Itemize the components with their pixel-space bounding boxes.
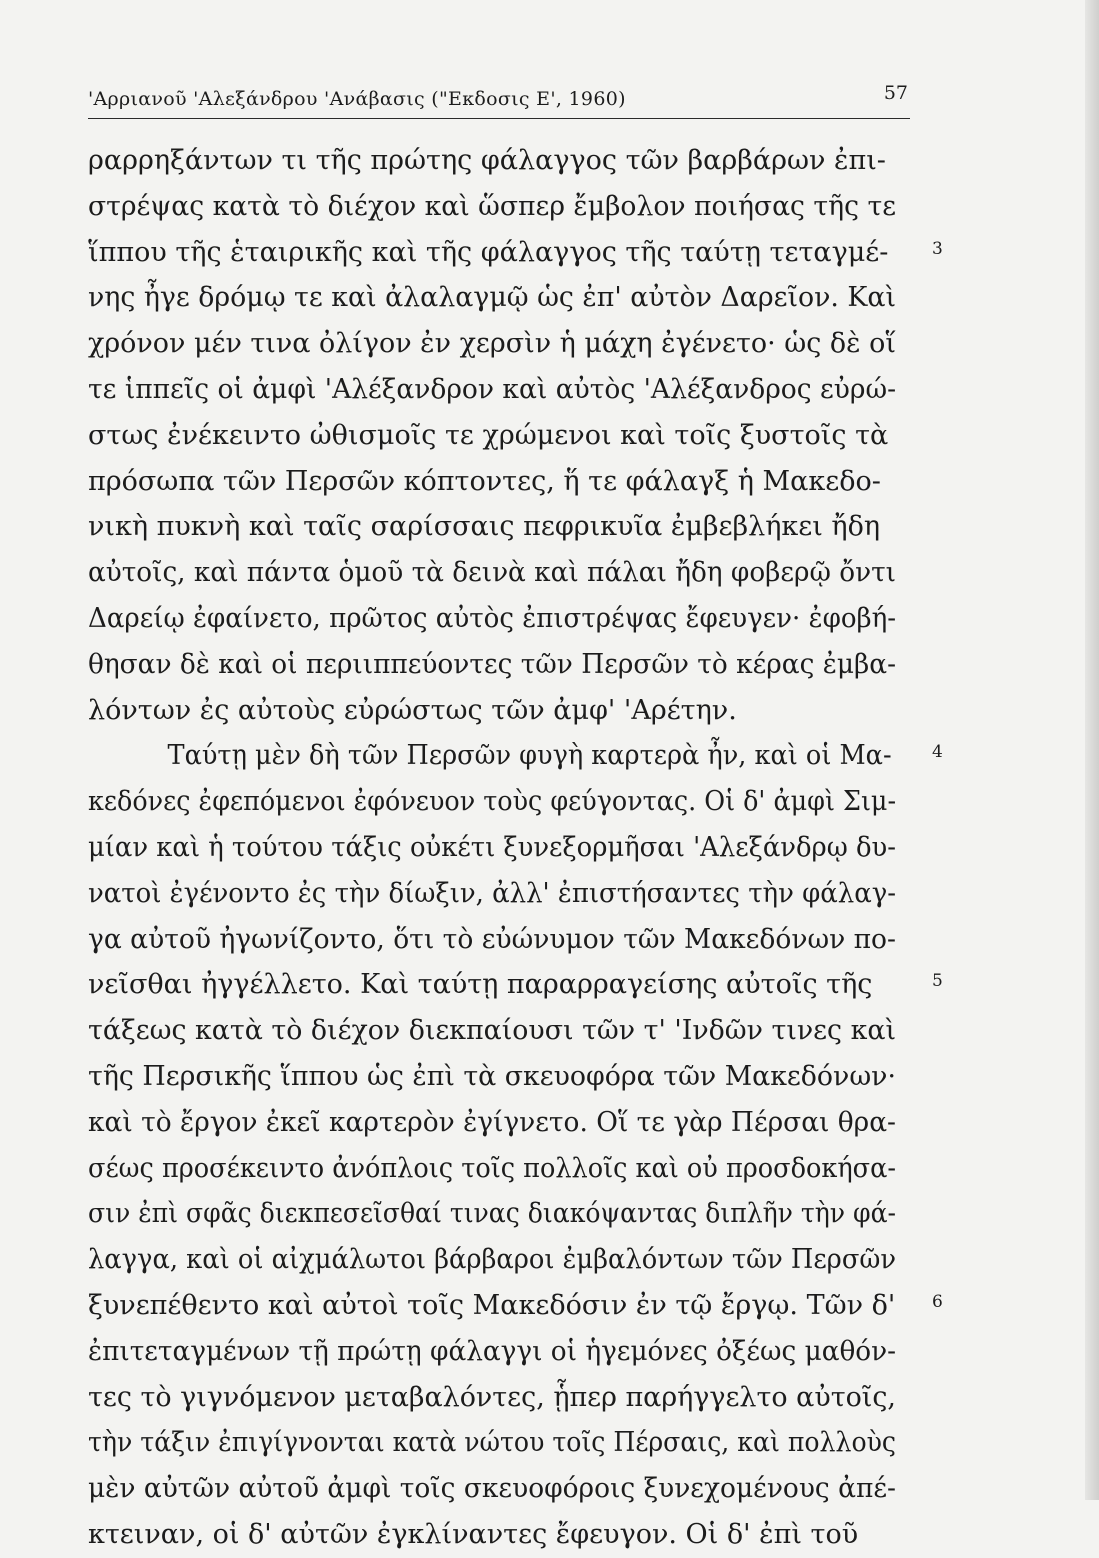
- text-line: [88, 688, 928, 734]
- text-line: [88, 504, 928, 550]
- line-text: γα αὐτοῦ ἠγωνίζοντο, ὅτι τὸ εὐώνυμον τῶν Μακεδόνων πο-: [88, 923, 896, 955]
- page-number: 57: [883, 82, 908, 104]
- text-line: [88, 1375, 928, 1421]
- text-line: [88, 138, 928, 184]
- header-rule: [88, 118, 910, 119]
- text-line: [88, 550, 928, 596]
- running-header: [88, 82, 908, 116]
- line-text: λόντων ἐς αὐτοὺς εὐρώστως τῶν ἀμφ' 'Αρέτην.: [88, 694, 737, 726]
- text-line: [88, 779, 928, 825]
- section-number: 6: [932, 1291, 943, 1312]
- line-text: στως ἐνέκειντο ὠθισμοῖς τε χρώμενοι καὶ τοῖς ξυστοῖς τὰ: [88, 419, 889, 451]
- line-text: ἐπιτεταγμένων τῇ πρώτῃ φάλαγγι οἱ ἡγεμόνες ὀξέως μαθόν-: [88, 1335, 897, 1367]
- text-line: [88, 962, 943, 1008]
- line-text: σιν ἐπὶ σφᾶς διεκπεσεῖσθαί τινας διακόψαντας διπλῆν τὴν φά-: [88, 1198, 897, 1230]
- line-text: τε ἱππεῖς οἱ ἀμφὶ 'Αλέξανδρον καὶ αὐτὸς 'Αλέξανδρος εὐρώ-: [88, 373, 897, 405]
- line-text: ἵππου τῆς ἑταιρικῆς καὶ τῆς φάλαγγος τῆς ταύτῃ τεταγμέ-: [88, 236, 889, 268]
- text-line: [88, 1512, 928, 1558]
- text-line: [88, 596, 928, 642]
- text-line: [88, 825, 928, 871]
- text-line: [88, 1466, 928, 1512]
- line-text: χρόνον μέν τινα ὀλίγον ἐν χερσὶν ἡ μάχη ἐγένετο· ὡς δὲ οἵ: [88, 328, 896, 360]
- line-text: νης ἦγε δρόμῳ τε καὶ ἀλαλαγμῷ ὡς ἐπ' αὐτὸν Δαρεῖον. Καὶ: [88, 282, 896, 314]
- line-text: πρόσωπα τῶν Περσῶν κόπτοντες, ἥ τε φάλαγξ ἡ Μακεδο-: [88, 465, 881, 497]
- line-text: μίαν καὶ ἡ τούτου τάξις οὐκέτι ξυνεξορμῆσαι 'Αλεξάνδρῳ δυ-: [88, 831, 896, 863]
- text-line: [88, 1146, 928, 1192]
- line-text: αὐτοῖς, καὶ πάντα ὁμοῦ τὰ δεινὰ καὶ πάλαι ἤδη φοβερῷ ὄντι: [88, 557, 896, 589]
- line-text: ραρρηξάντων τι τῆς πρώτης φάλαγγος τῶν βαρβάρων ἐπι-: [88, 145, 886, 176]
- line-text: μὲν αὐτῶν αὐτοῦ ἀμφὶ τοῖς σκευοφόροις ξυνεχομένους ἀπέ-: [88, 1473, 896, 1505]
- text-line: [88, 1008, 928, 1054]
- line-text: καὶ τὸ ἔργον ἐκεῖ καρτερὸν ἐγίγνετο. Οἵ τε γὰρ Πέρσαι θρα-: [88, 1106, 896, 1138]
- text-line: [88, 1191, 928, 1237]
- line-text: Ταύτῃ μὲν δὴ τῶν Περσῶν φυγὴ καρτερὰ ἦν, καὶ οἱ Μα-: [167, 740, 892, 772]
- text-line: [88, 1420, 928, 1466]
- text-line: [88, 1329, 928, 1375]
- text-line: [88, 184, 928, 230]
- text-line: [88, 459, 928, 505]
- body-text: [88, 138, 943, 1558]
- text-line: [88, 917, 928, 963]
- text-line: [88, 230, 943, 276]
- line-text: ξυνεπέθεντο καὶ αὐτοὶ τοῖς Μακεδόσιν ἐν τῷ ἔργῳ. Τῶν δ': [88, 1289, 896, 1321]
- text-line: [88, 1237, 928, 1283]
- line-text: τὴν τάξιν ἐπιγίγνονται κατὰ νώτου τοῖς Πέρσαις, καὶ πολλοὺς: [88, 1427, 897, 1459]
- line-text: νικὴ πυκνὴ καὶ ταῖς σαρίσσαις πεφρικυῖα ἐμβεβλήκει ἤδη: [88, 511, 881, 543]
- text-line: [88, 367, 928, 413]
- text-line: [88, 1100, 928, 1146]
- text-line: [88, 733, 943, 779]
- line-text: κεδόνες ἐφεπόμενοι ἐφόνευον τοὺς φεύγοντας. Οἱ δ' ἀμφὶ Σιμ-: [88, 786, 897, 818]
- line-text: νεῖσθαι ἠγγέλλετο. Καὶ ταύτῃ παραρραγείσης αὐτοῖς τῆς: [88, 969, 873, 1001]
- line-text: τάξεως κατὰ τὸ διέχον διεκπαίουσι τῶν τ' 'Ινδῶν τινες καὶ: [88, 1015, 896, 1047]
- line-text: νατοὶ ἐγένοντο ἐς τὴν δίωξιν, ἀλλ' ἐπιστήσαντες τὴν φάλαγ-: [88, 877, 897, 909]
- line-text: σέως προσέκειντο ἀνόπλοις τοῖς πολλοῖς καὶ οὐ προσδοκήσα-: [88, 1152, 896, 1184]
- line-text: λαγγα, καὶ οἱ αἰχμάλωτοι βάρβαροι ἐμβαλόντων τῶν Περσῶν: [88, 1244, 897, 1276]
- line-text: τες τὸ γιγνόμενον μεταβαλόντες, ᾗπερ παρήγγελτο αὐτοῖς,: [88, 1381, 896, 1413]
- text-line: [88, 642, 928, 688]
- text-line: [88, 1283, 943, 1329]
- line-text: κτειναν, οἱ δ' αὐτῶν ἐγκλίναντες ἔφευγον. Οἱ δ' ἐπὶ τοῦ: [88, 1518, 859, 1550]
- text-line: [88, 1054, 928, 1100]
- text-line: [88, 321, 928, 367]
- section-number: 3: [932, 238, 943, 259]
- line-text: τῆς Περσικῆς ἵππου ὡς ἐπὶ τὰ σκευοφόρα τῶν Μακεδόνων·: [88, 1060, 896, 1092]
- line-text: στρέψας κατὰ τὸ διέχον καὶ ὥσπερ ἔμβολον ποιήσας τῆς τε: [88, 190, 896, 222]
- section-number: 4: [932, 742, 943, 763]
- section-number: 5: [932, 971, 943, 992]
- text-line: [88, 413, 928, 459]
- header-title: 'Αρριανοῦ 'Αλεξάνδρου 'Ανάβασις ("Εκδοσις Ε', 1960): [88, 88, 626, 110]
- line-text: Δαρείῳ ἐφαίνετο, πρῶτος αὐτὸς ἐπιστρέψας ἔφευγεν· ἐφοβή-: [88, 602, 897, 634]
- text-line: [88, 275, 928, 321]
- text-line: [88, 871, 928, 917]
- page-edge: [1085, 0, 1099, 1500]
- line-text: θησαν δὲ καὶ οἱ περιιππεύοντες τῶν Περσῶν τὸ κέρας ἐμβα-: [88, 648, 896, 680]
